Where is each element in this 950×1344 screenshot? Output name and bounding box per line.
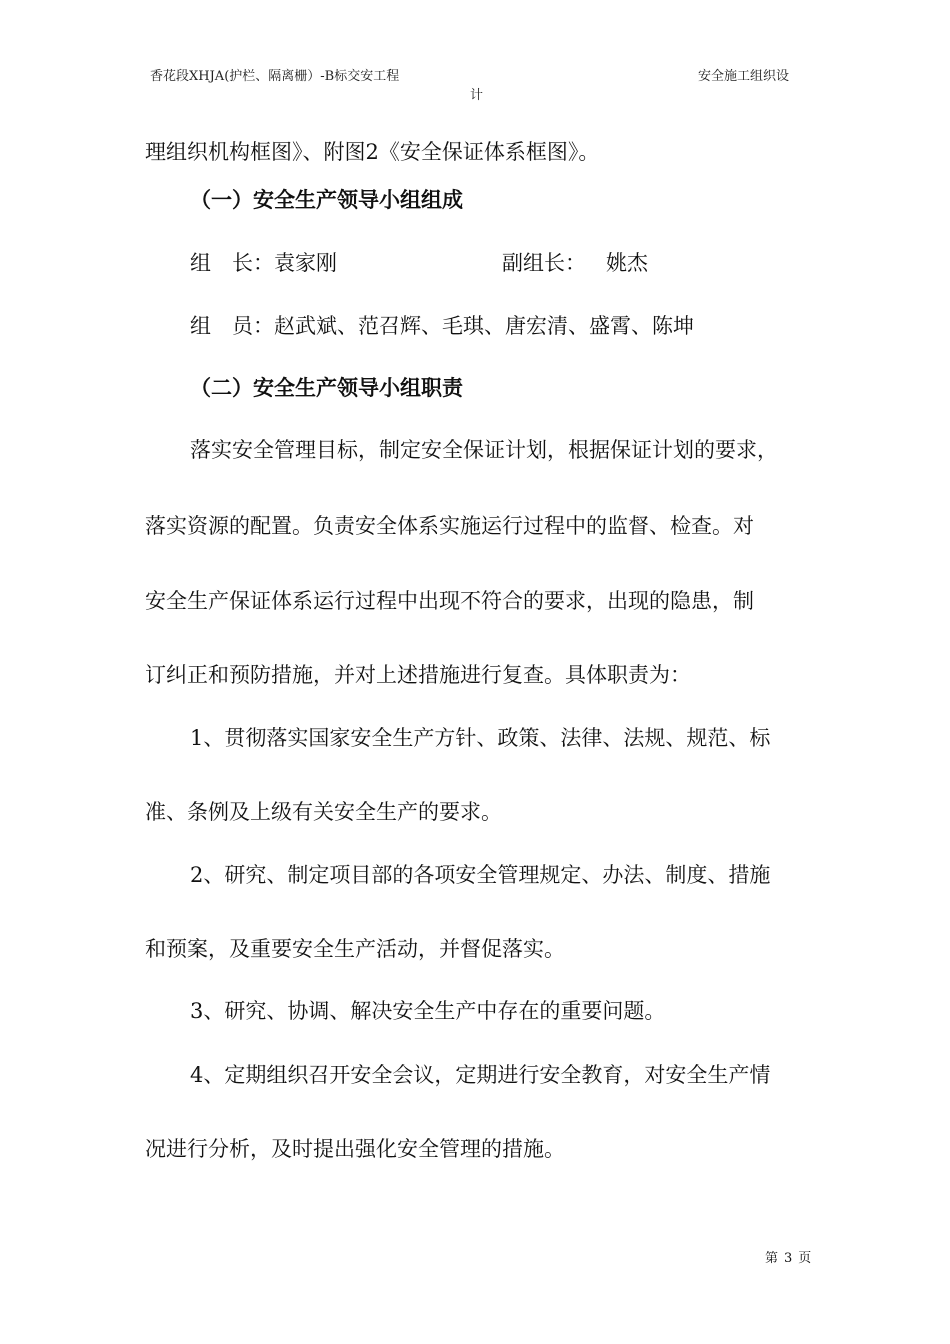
paragraph-line: 落实资源的配置。负责安全体系实施运行过程中的监督、检查。对 — [145, 514, 754, 538]
list-item-line: 和预案，及重要安全生产活动，并督促落实。 — [145, 937, 565, 961]
page-number-prefix: 第 — [765, 1251, 779, 1266]
header-document-title: 安全施工组织设 — [698, 69, 790, 84]
members-row — [190, 312, 694, 340]
page-number-value: 3 — [784, 1251, 793, 1266]
leader-label: 组 长： — [190, 251, 274, 275]
paragraph-line: 落实安全管理目标，制定安全保证计划，根据保证计划的要求， — [190, 438, 778, 462]
page-number-suffix: 页 — [798, 1251, 812, 1266]
section-heading: （二）安全生产领导小组职责 — [190, 375, 463, 400]
list-item-line: 1、贯彻落实国家安全生产方针、政策、法律、法规、规范、标 — [190, 726, 771, 750]
list-item-line: 2、研究、制定项目部的各项安全管理规定、办法、制度、措施 — [190, 863, 771, 887]
header-document-title-continuation: 计 — [470, 88, 484, 103]
list-item-line: 况进行分析，及时提出强化安全管理的措施。 — [145, 1137, 565, 1161]
page-number — [762, 1247, 814, 1266]
header-project-title: 香花段XHJA(护栏、隔离栅）-B标交安工程 — [150, 69, 400, 84]
deputy-label: 副组长： — [502, 251, 586, 275]
members-names: 赵武斌、范召辉、毛琪、唐宏清、盛霄、陈坤 — [274, 314, 694, 338]
list-item-line: 4、定期组织召开安全会议，定期进行安全教育，对安全生产情 — [190, 1063, 771, 1087]
list-item-line: 3、研究、协调、解决安全生产中存在的重要问题。 — [190, 999, 666, 1023]
section-heading: （一）安全生产领导小组组成 — [190, 187, 463, 212]
deputy-name: 姚杰 — [606, 251, 648, 275]
leader-name: 袁家刚 — [274, 251, 337, 275]
leader-row — [190, 249, 337, 277]
paragraph-line: 安全生产保证体系运行过程中出现不符合的要求，出现的隐患，制 — [145, 589, 754, 613]
paragraph-line: 订纠正和预防措施，并对上述措施进行复查。具体职责为： — [145, 663, 691, 687]
deputy-row — [502, 249, 648, 277]
list-item-line: 准、条例及上级有关安全生产的要求。 — [145, 800, 502, 824]
body-line: 理组织机构框图》、附图2《安全保证体系框图》。 — [145, 140, 600, 164]
members-label: 组 员： — [190, 314, 274, 338]
